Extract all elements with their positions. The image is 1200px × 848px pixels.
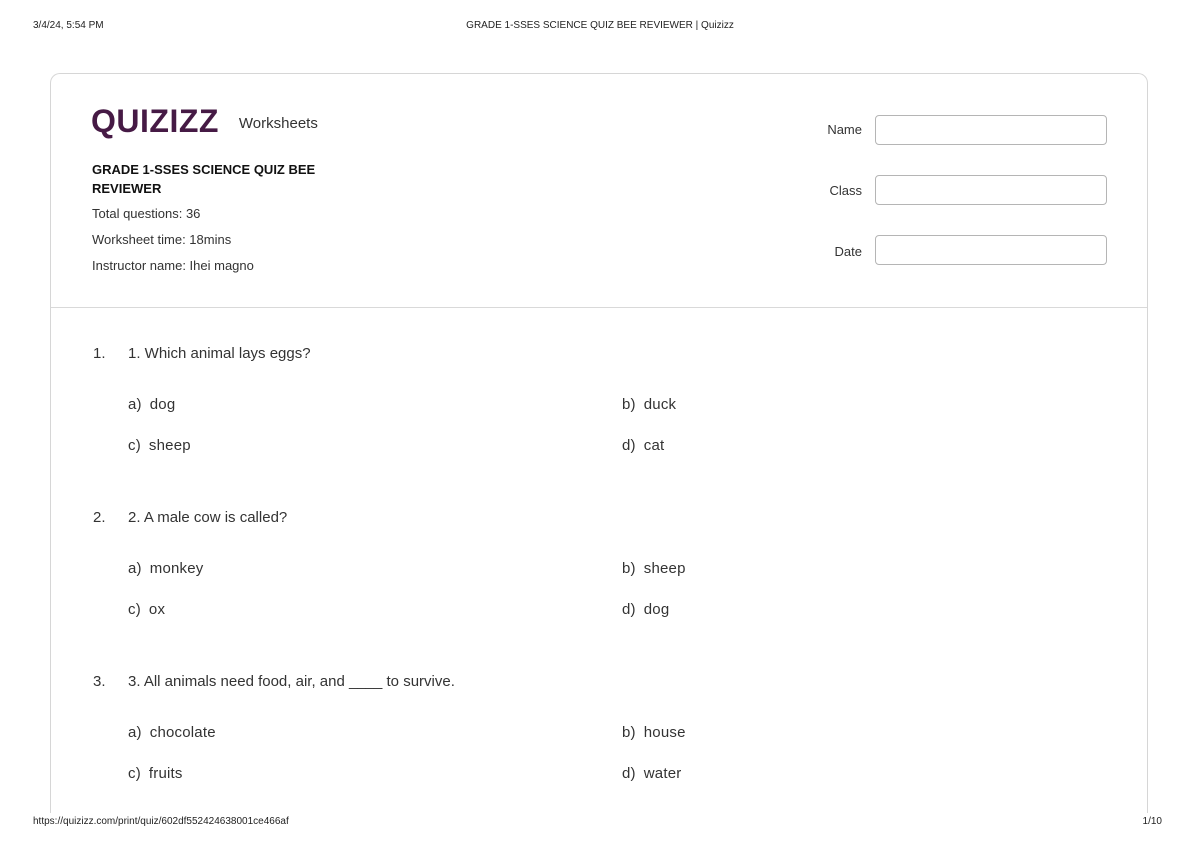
page-number: 1/10 <box>1142 816 1162 827</box>
name-label: Name <box>827 122 862 137</box>
option-letter: b) <box>622 560 636 577</box>
option-c <box>128 765 183 782</box>
instructor-name: Instructor name: Ihei magno <box>92 258 254 273</box>
option-b <box>622 724 686 741</box>
option-text: chocolate <box>149 724 216 741</box>
option-text: sheep <box>148 437 191 454</box>
print-url: https://quizizz.com/print/quiz/602df552424638001ce466af <box>33 816 289 827</box>
option-a <box>128 724 216 741</box>
question-number: 2. <box>93 509 106 526</box>
option-text: house <box>643 724 686 741</box>
class-label: Class <box>829 183 862 198</box>
option-letter: c) <box>128 601 141 618</box>
option-c <box>128 437 191 454</box>
option-letter: a) <box>128 396 142 413</box>
print-footer <box>0 816 1200 832</box>
option-text: monkey <box>149 560 204 577</box>
option-c <box>128 601 165 618</box>
class-field[interactable] <box>875 175 1107 205</box>
option-letter: c) <box>128 765 141 782</box>
option-text: duck <box>643 396 677 413</box>
logo-section-label: Worksheets <box>238 114 318 132</box>
date-field[interactable] <box>875 235 1107 265</box>
option-a <box>128 560 203 577</box>
question-text: 2. A male cow is called? <box>128 509 288 526</box>
worksheet-time: Worksheet time: 18mins <box>92 232 232 247</box>
option-a <box>128 396 175 413</box>
name-field[interactable] <box>875 115 1107 145</box>
option-text: dog <box>643 601 670 618</box>
option-letter: c) <box>128 437 141 454</box>
date-label: Date <box>834 244 862 259</box>
option-text: sheep <box>643 560 686 577</box>
option-d <box>622 765 681 782</box>
quizizz-logo <box>91 101 318 141</box>
option-b <box>622 560 686 577</box>
option-letter: b) <box>622 396 636 413</box>
option-b <box>622 396 676 413</box>
option-letter: d) <box>622 601 636 618</box>
option-text: cat <box>643 437 665 454</box>
print-datetime: 3/4/24, 5:54 PM <box>33 20 104 31</box>
option-text: fruits <box>148 765 183 782</box>
option-letter: b) <box>622 724 636 741</box>
print-header <box>0 20 1200 36</box>
worksheet-title: GRADE 1-SSES SCIENCE QUIZ BEE REVIEWER <box>92 162 316 196</box>
option-letter: d) <box>622 765 636 782</box>
option-text: water <box>643 765 682 782</box>
print-page-title: GRADE 1-SSES SCIENCE QUIZ BEE REVIEWER | Quizizz <box>466 20 734 31</box>
option-letter: a) <box>128 724 142 741</box>
option-d <box>622 601 669 618</box>
option-d <box>622 437 664 454</box>
option-text: ox <box>148 601 166 618</box>
worksheet-card <box>50 73 1148 813</box>
worksheet-header <box>51 74 1147 308</box>
logo-wordmark: QUIZIZZ <box>91 103 219 139</box>
question-text: 3. All animals need food, air, and ____ to survive. <box>128 673 455 690</box>
option-letter: d) <box>622 437 636 454</box>
option-letter: a) <box>128 560 142 577</box>
question-text: 1. Which animal lays eggs? <box>128 345 311 362</box>
total-questions: Total questions: 36 <box>92 206 201 221</box>
question-number: 1. <box>93 345 106 362</box>
question-number: 3. <box>93 673 106 690</box>
option-text: dog <box>149 396 176 413</box>
